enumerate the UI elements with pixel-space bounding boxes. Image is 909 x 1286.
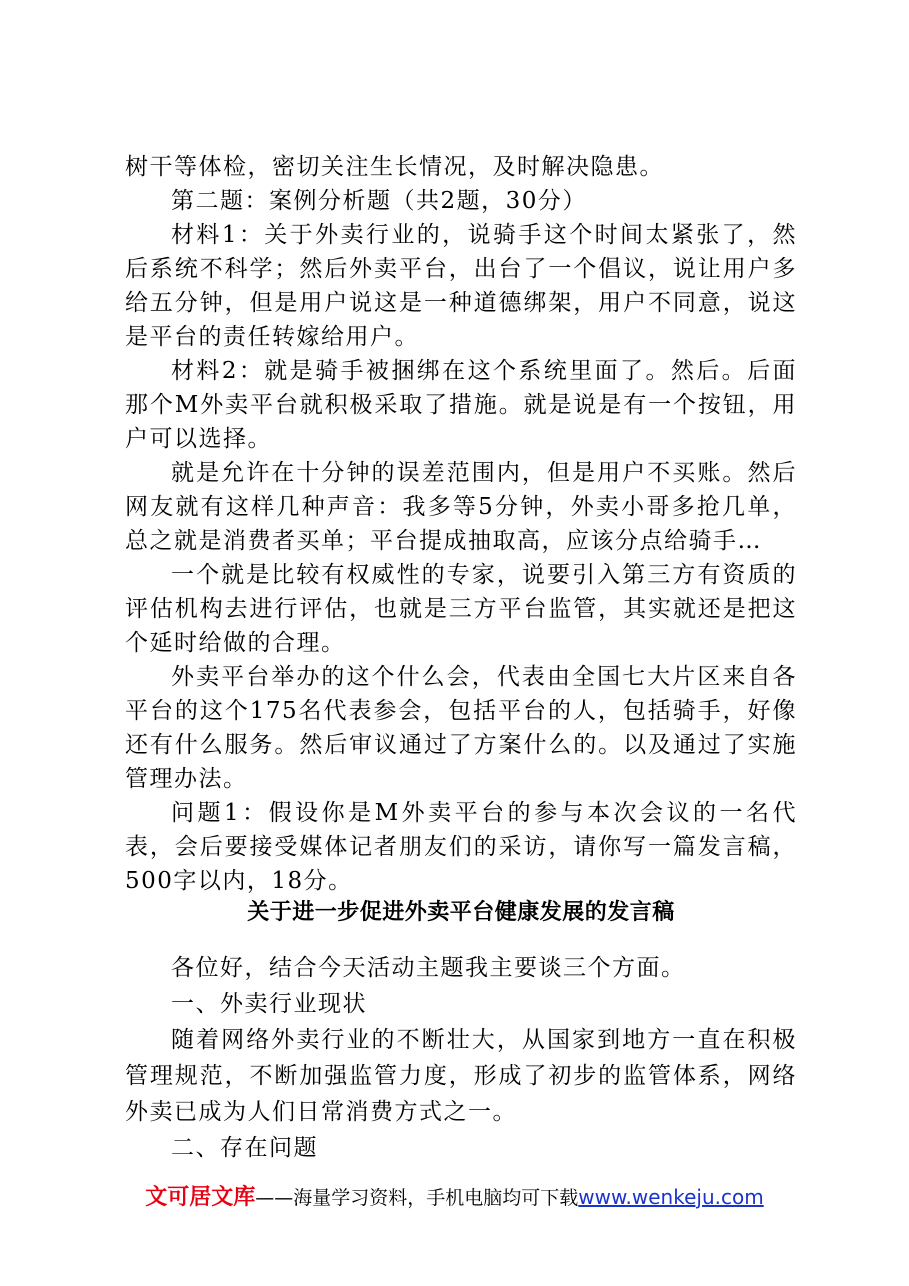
speech-title: 关于进一步促进外卖平台健康发展的发言稿 <box>247 900 675 925</box>
paragraph: 外卖平台举办的这个什么会，代表由全国七大片区来自各平台的这个175名代表参会，包括平台的人，包括骑手，好像还有什么服务。然后审议通过了方案什么的。以及通过了实施管理办法。 <box>125 664 797 792</box>
speech-section-heading: 一、外卖行业现状 <box>171 991 367 1017</box>
question-1-paragraph: 问题1：假设你是M外卖平台的参与本次会议的一名代表，会后要接受媒体记者朋友们的采访，请你写一篇发言稿，500字以内，18分。 <box>125 800 797 894</box>
speech-section-heading: 二、存在问题 <box>171 1135 318 1161</box>
case-analysis-text <box>125 150 797 898</box>
speech-paragraph: 各位好，结合今天活动主题我主要谈三个方面。 <box>171 955 686 981</box>
paragraph: 就是允许在十分钟的误差范围内，但是用户不买账。然后网友就有这样几种声音：我多等5分钟，外卖小哥多抢几单，总之就是消费者买单；平台提成抽取高，应该分点给骑手… <box>125 460 797 554</box>
speech-body <box>125 950 797 1166</box>
footer-site-link[interactable]: www.wenkeju.com <box>578 1185 764 1209</box>
section-heading: 第二题：案例分析题（共2题，30分） <box>171 188 587 214</box>
speech-paragraph: 随着网络外卖行业的不断壮大，从国家到地方一直在积极管理规范，不断加强监管力度，形成了初步的监管体系，网络外卖已成为人们日常消费方式之一。 <box>125 1027 797 1125</box>
footer-brand: 文可居文库 <box>145 1185 256 1210</box>
material-2-paragraph: 材料2：就是骑手被捆绑在这个系统里面了。然后。后面那个M外卖平台就积极采取了措施。就是说是有一个按钮，用户可以选择。 <box>125 358 797 452</box>
footer-tagline: ——海量学习资料，手机电脑均可下载 <box>255 1187 579 1209</box>
paragraph: 一个就是比较有权威性的专家，说要引入第三方有资质的评估机构去进行评估，也就是三方平台监管，其实就还是把这个延时给做的合理。 <box>125 562 797 656</box>
page-footer <box>0 1182 909 1213</box>
paragraph: 树干等体检，密切关注生长情况，及时解决隐患。 <box>125 154 664 180</box>
material-1-paragraph: 材料1：关于外卖行业的，说骑手这个时间太紧张了，然后系统不科学；然后外卖平台，出台了一个倡议，说让用户多给五分钟，但是用户说这是一种道德绑架，用户不同意，说这是平台的责任转嫁给用户。 <box>125 222 797 350</box>
